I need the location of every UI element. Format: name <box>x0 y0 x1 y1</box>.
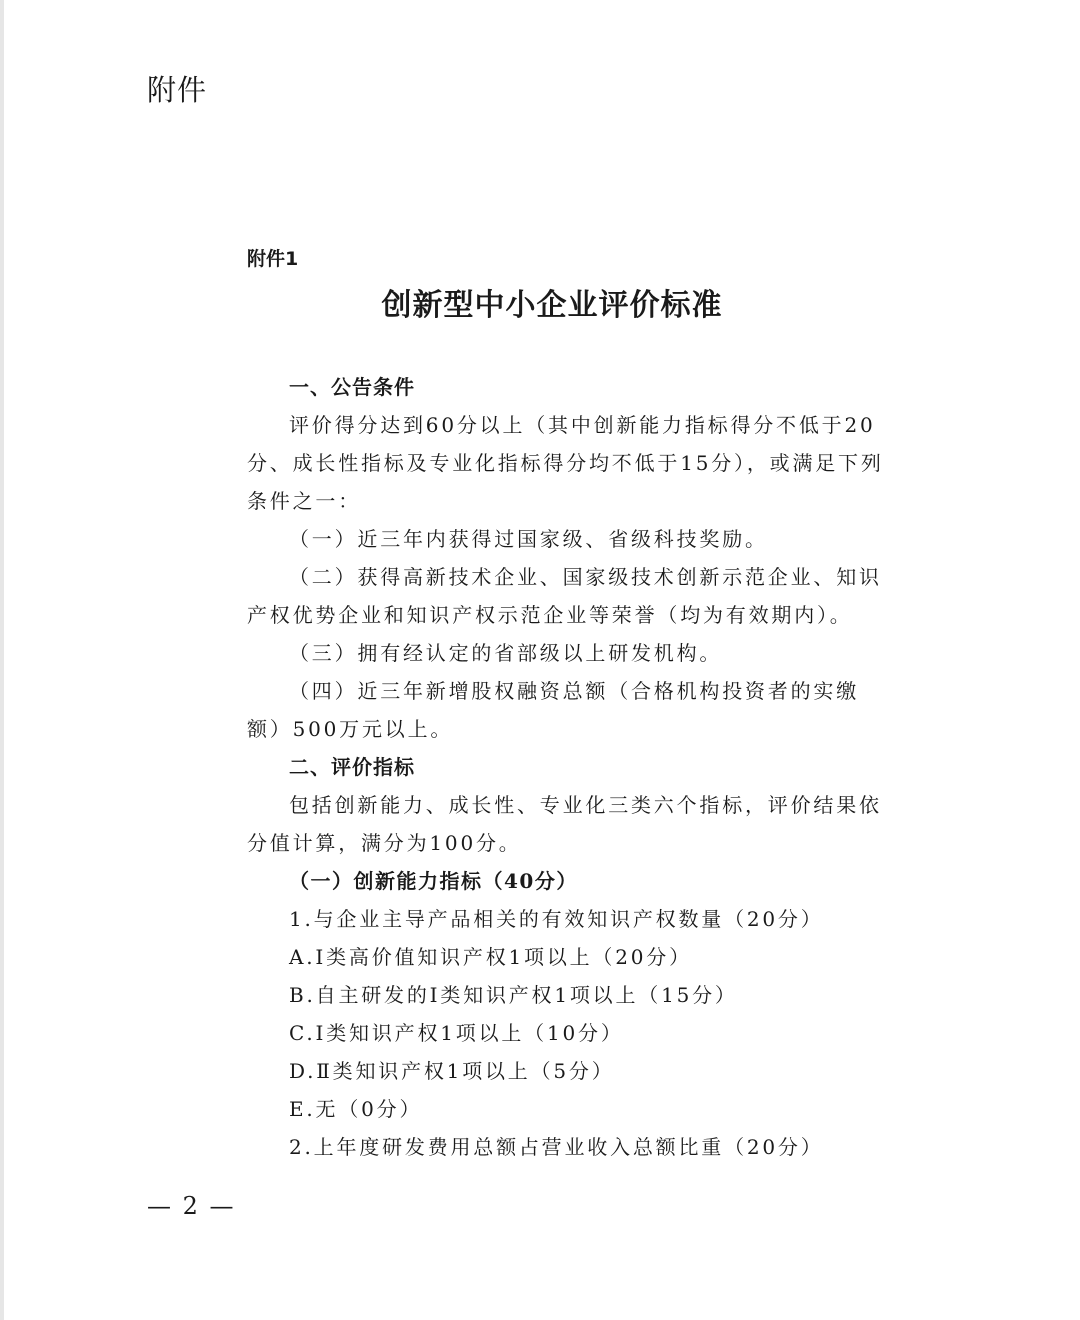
page-number: — 2 — <box>147 1192 236 1220</box>
paragraph-line: 包括创新能力、成长性、专业化三类六个指标，评价结果依 <box>289 793 882 817</box>
paragraph-line: C.Ⅰ类知识产权1项以上（10分） <box>289 1021 624 1045</box>
paragraph-line: E.无（0分） <box>289 1097 423 1121</box>
header-attachment-label: 附件 <box>147 73 208 107</box>
document-body <box>247 368 884 1166</box>
heading-line: 一、公告条件 <box>289 375 415 399</box>
paragraph-line: 条件之一： <box>247 489 361 513</box>
paragraph-line: （二）获得高新技术企业、国家级技术创新示范企业、知识 <box>289 565 882 589</box>
paragraph-line: 额）500万元以上。 <box>247 717 454 741</box>
paragraph-line: D.Ⅱ类知识产权1项以上（5分） <box>289 1059 615 1083</box>
document-title: 创新型中小企业评价标准 <box>381 288 723 323</box>
paragraph-line: 产权优势企业和知识产权示范企业等荣誉（均为有效期内）。 <box>247 603 853 627</box>
paragraph-line: （四）近三年新增股权融资总额（合格机构投资者的实缴 <box>289 679 859 703</box>
paragraph-line: 评价得分达到60分以上（其中创新能力指标得分不低于20 <box>289 413 876 437</box>
page-edge <box>0 0 4 1320</box>
attachment-number-label: 附件1 <box>247 248 299 270</box>
paragraph-line: B.自主研发的Ⅰ类知识产权1项以上（15分） <box>289 983 738 1007</box>
paragraph-line: 分值计算，满分为100分。 <box>247 831 522 855</box>
sub-heading-line: （一）创新能力指标（40分） <box>289 869 578 893</box>
paragraph-line: （一）近三年内获得过国家级、省级科技奖励。 <box>289 527 768 551</box>
paragraph-line: A.Ⅰ类高价值知识产权1项以上（20分） <box>289 945 692 969</box>
paragraph-line: 2.上年度研发费用总额占营业收入总额比重（20分） <box>289 1135 824 1159</box>
heading-line: 二、评价指标 <box>289 755 415 779</box>
paragraph-line: 1.与企业主导产品相关的有效知识产权数量（20分） <box>289 907 824 931</box>
paragraph-line: 分、成长性指标及专业化指标得分均不低于15分），或满足下列 <box>247 451 884 475</box>
paragraph-line: （三）拥有经认定的省部级以上研发机构。 <box>289 641 723 665</box>
